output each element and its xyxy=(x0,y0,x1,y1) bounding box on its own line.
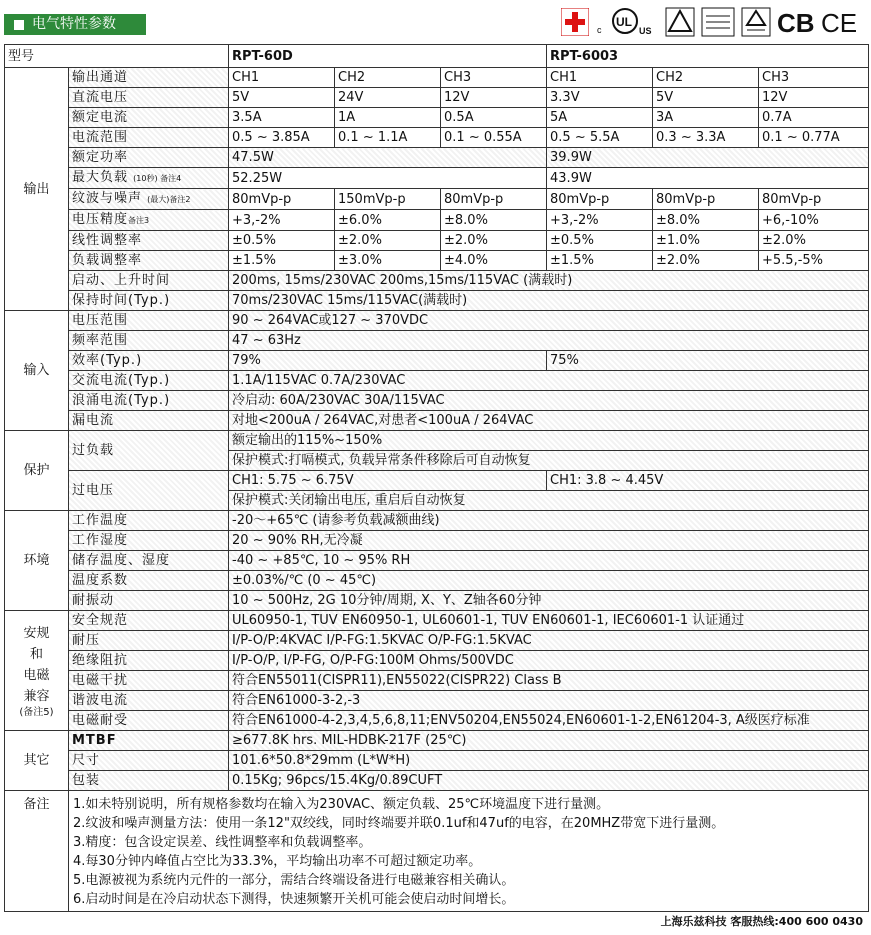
table-row xyxy=(5,611,869,631)
row-label: 谐波电流 xyxy=(69,691,229,711)
notes-cell xyxy=(69,791,869,912)
cell: UL60950-1, TUV EN60950-1, UL60601-1, TUV EN60601-1, IEC60601-1 认证通过 xyxy=(229,611,869,631)
cell: 0.7A xyxy=(759,108,869,128)
row-label: 效率(Typ.) xyxy=(69,351,229,371)
cell: 12V xyxy=(441,88,547,108)
cell: 47 ~ 63Hz xyxy=(229,331,869,351)
cell: ±3.0% xyxy=(335,251,441,271)
row-label: 储存温度、湿度 xyxy=(69,551,229,571)
cell: ±2.0% xyxy=(653,251,759,271)
table-row xyxy=(5,771,869,791)
category-safety-emc xyxy=(5,611,69,731)
cell: +3,-2% xyxy=(229,210,335,231)
cell: 80mVp-p xyxy=(653,189,759,210)
cell: 3.5A xyxy=(229,108,335,128)
note-line: 4.每30分钟内峰值占空比为33.3%，平均输出功率不可超过额定功率。 xyxy=(73,854,482,869)
row-label: 负载调整率 xyxy=(69,251,229,271)
table-row xyxy=(5,391,869,411)
row-label: 工作湿度 xyxy=(69,531,229,551)
category-note: (备注5) xyxy=(19,706,54,718)
table-row xyxy=(5,731,869,751)
cell: 79% xyxy=(229,351,547,371)
cell: +6,-10% xyxy=(759,210,869,231)
table-row xyxy=(5,210,869,231)
cell: ≥677.8K hrs. MIL-HDBK-217F (25℃) xyxy=(229,731,869,751)
cell: 0.5A xyxy=(441,108,547,128)
row-label: 安全规范 xyxy=(69,611,229,631)
cell: 10 ~ 500Hz, 2G 10分钟/周期, X、Y、Z轴各60分钟 xyxy=(229,591,869,611)
note-line: 6.启动时间是在冷启动状态下测得，快速频繁开关机可能会使启动时间增长。 xyxy=(73,892,515,907)
note-line: 3.精度：包含设定误差、线性调整率和负载调整率。 xyxy=(73,835,372,850)
cell: CH1 xyxy=(547,68,653,88)
category-line: 和 xyxy=(29,646,43,662)
row-label: 过电压 xyxy=(69,471,229,511)
row-label: 漏电流 xyxy=(69,411,229,431)
cell: 75% xyxy=(547,351,869,371)
model-label: 型号 xyxy=(5,45,229,68)
row-label-text: 最大负载 xyxy=(72,170,129,185)
cell: 5A xyxy=(547,108,653,128)
cell: 符合EN61000-4-2,3,4,5,6,8,11;ENV50204,EN55024,EN60601-1-2,EN61204-3, A级医疗标准 xyxy=(229,711,869,731)
table-row xyxy=(5,471,869,491)
table-row xyxy=(5,128,869,148)
row-label: MTBF xyxy=(69,731,229,751)
table-row xyxy=(5,711,869,731)
cell: 24V xyxy=(335,88,441,108)
category-notes: 备注 xyxy=(5,791,69,912)
row-label: 额定电流 xyxy=(69,108,229,128)
table-row xyxy=(5,271,869,291)
cell: 1A xyxy=(335,108,441,128)
cell: CH1 xyxy=(229,68,335,88)
row-label: 启动、上升时间 xyxy=(69,271,229,291)
row-label xyxy=(69,210,229,231)
row-label: 交流电流(Typ.) xyxy=(69,371,229,391)
cell: ±1.5% xyxy=(229,251,335,271)
cell: 90 ~ 264VAC或127 ~ 370VDC xyxy=(229,311,869,331)
note-line: 5.电源被视为系统内元件的一部分，需结合终端设备进行电磁兼容相关确认。 xyxy=(73,873,515,888)
cell: ±8.0% xyxy=(441,210,547,231)
row-label: 尺寸 xyxy=(69,751,229,771)
safety-approval-icon xyxy=(741,7,771,37)
table-row xyxy=(5,751,869,771)
cell: ±0.5% xyxy=(547,231,653,251)
table-row xyxy=(5,591,869,611)
cell: 0.5 ~ 3.85A xyxy=(229,128,335,148)
row-label: 额定功率 xyxy=(69,148,229,168)
cell: CH1: 5.75 ~ 6.75V xyxy=(229,471,547,491)
cell: 150mVp-p xyxy=(335,189,441,210)
cell: ±0.03%/℃ (0 ~ 45℃) xyxy=(229,571,869,591)
svg-text:c: c xyxy=(597,25,602,35)
category-protection: 保护 xyxy=(5,431,69,511)
row-label-note: 备注3 xyxy=(128,216,150,225)
cell: ±1.0% xyxy=(653,231,759,251)
category-environment: 环境 xyxy=(5,511,69,611)
cell: 0.1 ~ 0.55A xyxy=(441,128,547,148)
row-label: 电磁干扰 xyxy=(69,671,229,691)
cell: CH3 xyxy=(441,68,547,88)
notes-row xyxy=(5,791,869,912)
table-row xyxy=(5,108,869,128)
cell: ±2.0% xyxy=(759,231,869,251)
cell: ±2.0% xyxy=(441,231,547,251)
table-row xyxy=(5,291,869,311)
square-bullet-icon xyxy=(14,20,24,30)
cell: 额定输出的115%~150% xyxy=(229,431,869,451)
cell: ±0.5% xyxy=(229,231,335,251)
row-label: 保持时间(Typ.) xyxy=(69,291,229,311)
cell: 0.1 ~ 0.77A xyxy=(759,128,869,148)
table-row xyxy=(5,531,869,551)
cell: 对地<200uA / 264VAC,对患者<100uA / 264VAC xyxy=(229,411,869,431)
cell: 0.1 ~ 1.1A xyxy=(335,128,441,148)
table-row xyxy=(5,88,869,108)
table-row xyxy=(5,351,869,371)
table-row xyxy=(5,331,869,351)
ul-logo-icon xyxy=(595,7,659,37)
header xyxy=(0,0,871,44)
table-row xyxy=(5,431,869,451)
section-title: 电气特性参数 xyxy=(32,16,116,32)
row-label: 工作温度 xyxy=(69,511,229,531)
row-label: 电流范围 xyxy=(69,128,229,148)
cell: 52.25W xyxy=(229,168,547,189)
cell: 0.15Kg; 96pcs/15.4Kg/0.89CUFT xyxy=(229,771,869,791)
cell: -40 ~ +85℃, 10 ~ 95% RH xyxy=(229,551,869,571)
cell: ±8.0% xyxy=(653,210,759,231)
table-row xyxy=(5,651,869,671)
model-row xyxy=(5,45,869,68)
row-label xyxy=(69,168,229,189)
category-line: 安规 xyxy=(23,625,50,641)
cell: ±2.0% xyxy=(335,231,441,251)
row-label: 温度系数 xyxy=(69,571,229,591)
row-label: 电磁耐受 xyxy=(69,711,229,731)
category-others: 其它 xyxy=(5,731,69,791)
row-label: 直流电压 xyxy=(69,88,229,108)
svg-text:CB: CB xyxy=(777,8,815,37)
model-a: RPT-60D xyxy=(229,45,547,68)
cell: 保护模式:关闭输出电压, 重启后自动恢复 xyxy=(229,491,869,511)
row-label: 输出通道 xyxy=(69,68,229,88)
cell: 冷启动: 60A/230VAC 30A/115VAC xyxy=(229,391,869,411)
table-row xyxy=(5,371,869,391)
cell: -20～+65℃ (请参考负载减额曲线) xyxy=(229,511,869,531)
cell: 43.9W xyxy=(547,168,869,189)
row-label: 耐振动 xyxy=(69,591,229,611)
cell: 70ms/230VAC 15ms/115VAC(满载时) xyxy=(229,291,869,311)
table-row xyxy=(5,511,869,531)
note-line: 1.如未特别说明，所有规格参数均在输入为230VAC、额定负载、25℃环境温度下进行量测。 xyxy=(73,797,610,812)
cell: 0.5 ~ 5.5A xyxy=(547,128,653,148)
row-label xyxy=(69,189,229,210)
row-label-note: (最大)备注2 xyxy=(147,195,191,204)
row-label-text: 电压精度 xyxy=(72,212,129,227)
cell: 3.3V xyxy=(547,88,653,108)
medical-cross-icon xyxy=(561,8,589,36)
cell: 0.3 ~ 3.3A xyxy=(653,128,759,148)
cell: 保护模式:打嗝模式, 负载异常条件移除后可自动恢复 xyxy=(229,451,869,471)
cell: 5V xyxy=(229,88,335,108)
cell: 80mVp-p xyxy=(547,189,653,210)
cell: 5V xyxy=(653,88,759,108)
svg-text:US: US xyxy=(639,26,652,36)
cell: 200ms, 15ms/230VAC 200ms,15ms/115VAC (满载时) xyxy=(229,271,869,291)
cell: ±1.5% xyxy=(547,251,653,271)
cell: CH3 xyxy=(759,68,869,88)
cell: +3,-2% xyxy=(547,210,653,231)
table-row xyxy=(5,551,869,571)
cell: 80mVp-p xyxy=(441,189,547,210)
table-row xyxy=(5,68,869,88)
cell: 20 ~ 90% RH,无冷凝 xyxy=(229,531,869,551)
cell: 47.5W xyxy=(229,148,547,168)
row-label: 电压范围 xyxy=(69,311,229,331)
row-label: 包装 xyxy=(69,771,229,791)
row-label: 线性调整率 xyxy=(69,231,229,251)
row-label: 绝缘阻抗 xyxy=(69,651,229,671)
table-row xyxy=(5,231,869,251)
cb-ce-logo-icon xyxy=(777,7,865,37)
cell: ±4.0% xyxy=(441,251,547,271)
cell: 1.1A/115VAC 0.7A/230VAC xyxy=(229,371,869,391)
tuv-triangle-icon xyxy=(665,7,695,37)
model-b: RPT-6003 xyxy=(547,45,869,68)
table-row xyxy=(5,311,869,331)
cell: CH1: 3.8 ~ 4.45V xyxy=(547,471,869,491)
cell: 101.6*50.8*29mm (L*W*H) xyxy=(229,751,869,771)
row-label: 过负载 xyxy=(69,431,229,471)
cell: ±6.0% xyxy=(335,210,441,231)
cell: I/P-O/P:4KVAC I/P-FG:1.5KVAC O/P-FG:1.5KVAC xyxy=(229,631,869,651)
table-row xyxy=(5,691,869,711)
table-row xyxy=(5,251,869,271)
category-line: 电磁 xyxy=(23,667,50,683)
cell: I/P-O/P, I/P-FG, O/P-FG:100M Ohms/500VDC xyxy=(229,651,869,671)
cell: CH2 xyxy=(335,68,441,88)
row-label-text: 纹波与噪声 xyxy=(72,191,143,206)
table-row xyxy=(5,148,869,168)
category-line: 兼容 xyxy=(23,688,50,704)
row-label: 浪涌电流(Typ.) xyxy=(69,391,229,411)
cell: 符合EN61000-3-2,-3 xyxy=(229,691,869,711)
note-line: 2.纹波和噪声测量方法：使用一条12"双绞线，同时终端要并联0.1uf和47uf的电容，在20MHZ带宽下进行量测。 xyxy=(73,816,725,831)
row-label: 耐压 xyxy=(69,631,229,651)
hotline-text: 上海乐兹科技 客服热线:400 600 0430 xyxy=(660,915,863,928)
svg-text:UL: UL xyxy=(616,15,632,29)
section-title-tab xyxy=(4,14,146,35)
table-row xyxy=(5,189,869,210)
table-row xyxy=(5,671,869,691)
table-row xyxy=(5,168,869,189)
table-row xyxy=(5,571,869,591)
cell: 12V xyxy=(759,88,869,108)
cell: 80mVp-p xyxy=(759,189,869,210)
cell: CH2 xyxy=(653,68,759,88)
certification-logos xyxy=(561,2,865,42)
iec-mark-icon xyxy=(701,7,735,37)
cell: +5.5,-5% xyxy=(759,251,869,271)
table-row xyxy=(5,411,869,431)
row-label-note: (10秒) 备注4 xyxy=(133,174,182,183)
category-output: 输出 xyxy=(5,68,69,311)
row-label: 频率范围 xyxy=(69,331,229,351)
spec-table xyxy=(4,44,869,912)
category-input: 输入 xyxy=(5,311,69,431)
table-row xyxy=(5,631,869,651)
cell: 80mVp-p xyxy=(229,189,335,210)
cell: 3A xyxy=(653,108,759,128)
cell: 39.9W xyxy=(547,148,869,168)
svg-text:CE: CE xyxy=(821,8,858,37)
cell: 符合EN55011(CISPR11),EN55022(CISPR22) Class B xyxy=(229,671,869,691)
